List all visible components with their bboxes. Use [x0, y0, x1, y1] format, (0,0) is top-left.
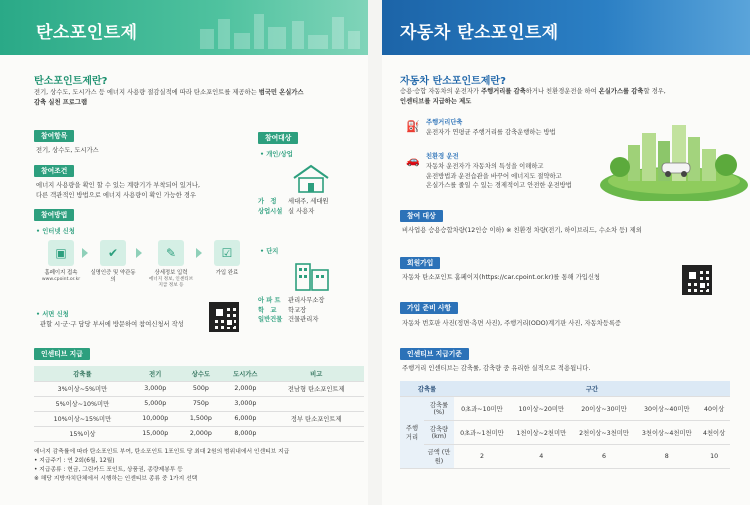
criteria-text: 주행거리 인센티브는 감축률, 감축량 중 유리한 실적으로 적용됩니다.	[402, 365, 591, 372]
paper-text: 관할 시·군·구 담당 부서에 방문하여 참여신청서 작성	[40, 321, 184, 328]
table-header-row: 감축률 전기 상수도 도시가스 비고	[34, 366, 364, 381]
target-personal-label: • 개인/상업	[260, 151, 293, 158]
car-incentive-table	[400, 381, 730, 469]
step-3: ✎ 상세정보 입력 에너지 정보, 인센티브 지급 정보 등	[146, 240, 196, 289]
online-label: • 인터넷 신청	[36, 228, 75, 235]
target-title: 참여 대상	[400, 210, 443, 222]
items-text: 전기, 상수도, 도시가스	[36, 147, 99, 154]
table-row: 감축량 (km) 0초과~1천미만 1천이상~2천미만 2천이상~3천미만 3천이상~4천미만 4천이상	[400, 420, 730, 444]
left-banner	[0, 0, 368, 55]
signup-title: 회원가입	[400, 257, 440, 269]
arrow-icon	[136, 248, 142, 258]
left-page	[0, 0, 368, 505]
right-banner	[382, 0, 750, 55]
target-title: 참여대상	[258, 132, 298, 144]
step-4: ☑ 가입 완료	[202, 240, 252, 277]
fuel-pump-icon: ⛽	[406, 119, 420, 133]
form-icon: ✎	[158, 240, 184, 266]
verify-icon: ✔	[100, 240, 126, 266]
step-1: ▣ 홈페이지 접속 www.cpoint.or.kr	[36, 240, 86, 283]
prep-title: 가입 준비 사항	[400, 302, 458, 314]
table-row: 금액 (만원) 2 4 6 8 10	[400, 444, 730, 468]
feature1-title: 주행거리단축	[426, 119, 463, 126]
complete-icon: ☑	[214, 240, 240, 266]
incentive-title: 인센티브 지급	[34, 348, 90, 360]
table-row: 주행 거리 감축률 (%) 0초과~10미만 10이상~20미만 20이상~30미만 30이상~40미만 40이상	[400, 396, 730, 420]
criteria-title: 인센티브 지급기준	[400, 348, 469, 360]
eco-car-icon: 🚗	[406, 153, 420, 167]
page-title: 자동차 탄소포인트제	[400, 23, 559, 43]
condition-title: 참여조건	[34, 165, 74, 177]
target-complex-label: • 단지	[260, 248, 279, 255]
step-2: ✔ 실명인증 및 약관동의	[88, 240, 138, 284]
apartment-icon	[293, 258, 331, 292]
table-header-row: 감축률 구간	[400, 381, 730, 396]
target-text: 비사업용 승용승합차량(12인승 이하) ※ 친환경 차량(전기, 하이브리드, 수소차 등) 제외	[402, 227, 642, 234]
signup-text: 자동차 탄소포인트 홈페이지(https://car.cpoint.or.kr)를 통해 가입신청	[402, 274, 601, 281]
qr-code-icon	[209, 302, 239, 332]
right-page	[382, 0, 750, 505]
feature2-text: 자동차 운전자가 자동차의 특성을 이해하고 운전방법과 운전습관을 바꾸어 에너지도 절약하고 온실가스를 줄일 수 있는 경제적이고 안전한 운전방법	[426, 163, 572, 189]
incentive-notes: 에너지 감축률에 따라 탄소포인트 부여, 탄소포인트 1포인트 당 최대 2원의 범위내에서 인센티브 지급 • 지급주기 : 연 2회(6월, 12월) • 지급종류 : 현금, 그린카드 포인트, 상품권, 종량제봉투 등 ※ 해당 지방자치단체에서 시행하는 인센티브 종류 중 1가지 선택	[34, 449, 290, 482]
table-row: 10%이상~15%미만 10,000p 1,500p 6,000p 정부 탄소포인트제	[34, 411, 364, 426]
intro-heading: 자동차 탄소포인트제란?	[400, 76, 506, 87]
intro-heading: 탄소포인트제란?	[34, 76, 108, 87]
homepage-icon: ▣	[48, 240, 74, 266]
paper-label: • 서면 신청	[36, 311, 69, 318]
method-title: 참여방법	[34, 209, 74, 221]
table-row: 15%이상 15,000p 2,000p 8,000p	[34, 426, 364, 441]
skyline-icon	[200, 9, 360, 49]
target-personal-rows: 가 정 세대주, 세대원 상업시설 실 사용자	[258, 198, 329, 215]
incentive-table	[34, 366, 364, 442]
prep-text: 자동차 번호판 사진(정면·측면 사진), 주행거리(ODO)계기판 사진, 자동차등록증	[402, 320, 622, 327]
condition-text: 에너지 사용량을 확인 할 수 있는 계량기가 부착되어 있거나, 다른 객관적인 방법으로 에너지 사용량이 확인 가능한 경우	[36, 182, 201, 199]
house-icon	[290, 162, 332, 194]
page-title: 탄소포인트제	[36, 23, 138, 43]
qr-code-icon	[682, 265, 712, 295]
intro-text: 승용·승합 자동차의 운전자가 주행거리를 감축하거나 친환경운전을 하여 온실가스를 감축할 경우, 인센티브를 지급하는 제도	[400, 88, 666, 105]
green-city-illustration-icon	[600, 115, 748, 201]
target-complex-rows: 아 파 트 관리사무소장 학 교 학교장 일반건물 건물관리자	[258, 297, 325, 323]
intro-text: 전기, 상수도, 도시가스 등 에너지 사용량 절감실적에 따라 탄소포인트를 제공하는 범국민 온실가스 감축 실천 프로그램	[34, 89, 304, 106]
feature1-text: 운전자가 연평균 주행거리를 감축운행하는 방법	[426, 129, 556, 136]
items-title: 참여항목	[34, 130, 74, 142]
feature2-title: 친환경 운전	[426, 153, 459, 160]
table-row: 5%이상~10%미만 5,000p 750p 3,000p	[34, 396, 364, 411]
table-row: 3%이상~5%미만 3,000p 500p 2,000p 전남형 탄소포인트제	[34, 381, 364, 396]
